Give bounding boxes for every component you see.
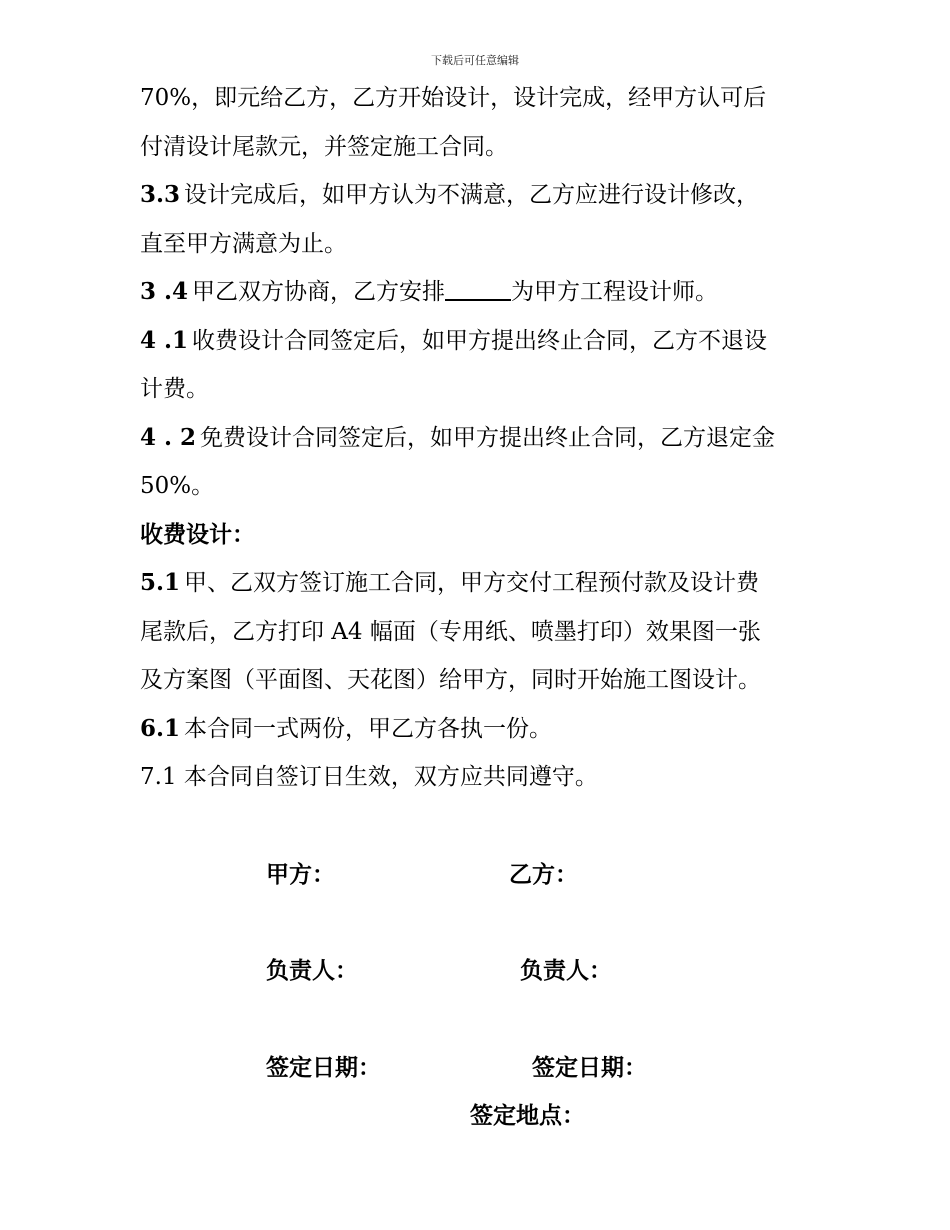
paragraph-line: 付清设计尾款元，并签定施工合同。 (140, 133, 508, 160)
party-b-label: 乙方： (509, 861, 578, 888)
clause-text: 甲乙双方协商，乙方安排 (192, 279, 446, 305)
sign-place-label: 签定地点： (470, 1102, 585, 1129)
paragraph-line: 直至甲方满意为止。 (140, 230, 347, 257)
sign-date-b-label: 签定日期： (532, 1054, 647, 1081)
clause-text: 设计完成后，如甲方认为不满意，乙方应进行设计修改， (184, 182, 760, 208)
representative-b-label: 负责人： (520, 957, 612, 984)
paragraph-line: 50%。 (140, 473, 215, 499)
party-a-label: 甲方： (266, 861, 335, 888)
clause-5-1 (140, 559, 820, 608)
clause-6-1 (140, 705, 820, 754)
clause-text: 为甲方工程设计师。 (511, 279, 719, 305)
clause-3-3 (140, 171, 820, 220)
paragraph-line: 70%，即元给乙方，乙方开始设计，设计完成，经甲方认可后 (140, 85, 767, 111)
paragraph-line: 及方案图（平面图、天花图）给甲方，同时开始施工图设计。 (140, 667, 761, 693)
section-title: 收费设计： (140, 520, 255, 548)
clause-number: 6.1 (140, 714, 181, 742)
clause-7-1: 7.1 本合同自签订日生效，双方应共同遵守。 (140, 764, 598, 790)
clause-number: 4 .1 (140, 326, 189, 354)
contract-body (140, 74, 820, 802)
clause-number: 4 . 2 (140, 423, 197, 451)
sign-date-a-label: 签定日期： (266, 1054, 381, 1081)
clause-text: 本合同一式两份，甲乙方各执一份。 (184, 715, 553, 742)
clause-number: 5.1 (140, 569, 181, 596)
fill-in-blank (445, 275, 511, 301)
page-header-note: 下载后可任意编辑 (431, 54, 519, 67)
paragraph-line: 尾款后，乙方打印 A4 幅面（专用纸、喷墨打印）效果图一张 (140, 618, 761, 645)
clause-text: 免费设计合同签定后，如甲方提出终止合同，乙方退定金 (200, 424, 776, 451)
clause-number: 3.3 (140, 181, 181, 208)
paragraph-line: 计费。 (140, 376, 209, 402)
representative-a-label: 负责人： (266, 957, 358, 984)
clause-3-4 (140, 268, 820, 317)
clause-text: 收费设计合同签定后，如甲方提出终止合同，乙方不退设 (192, 327, 768, 354)
clause-4-1 (140, 317, 820, 366)
clause-number: 3 .4 (140, 278, 189, 305)
clause-4-2 (140, 414, 820, 463)
clause-text: 甲、乙双方签订施工合同，甲方交付工程预付款及设计费 (184, 570, 760, 596)
